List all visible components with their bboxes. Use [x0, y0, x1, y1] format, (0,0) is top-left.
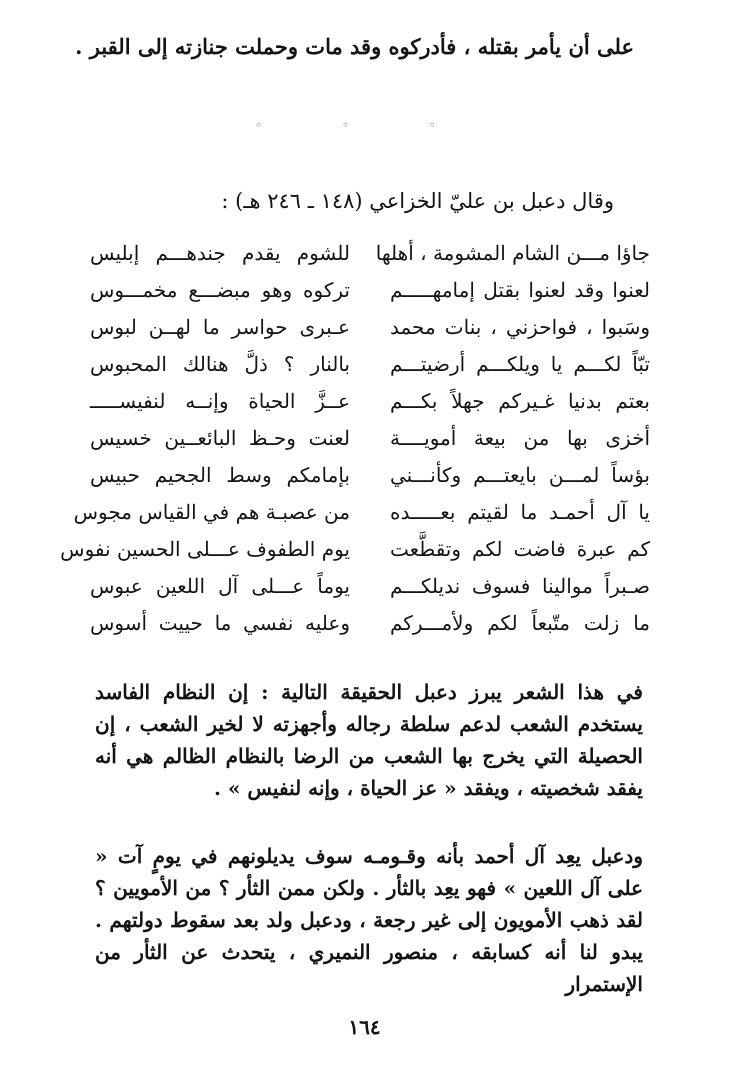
verse-second-hemistich: يوم الطفوف عـــلى الحسين نفوس — [60, 537, 350, 561]
verse-second-hemistich: بإمامكم وسط الجحيم حبيس — [90, 463, 350, 487]
poem-verse — [90, 275, 650, 305]
poem-verse — [90, 460, 650, 490]
section-ornament: ◦ ◦ ◦ — [255, 118, 474, 132]
poem-verse — [60, 534, 650, 564]
verse-first-hemistich: ما زلت متّبعاً لكم ولأمـــركم — [390, 611, 650, 635]
top-line: على أن يأمر بقتله ، فأدركوه وقد مات وحملت جنازته إلى القبر . — [75, 34, 634, 59]
verse-first-hemistich: صـبراً موالينا فسوف نديلكـــم — [390, 574, 650, 598]
verse-first-hemistich: جاؤا مـــن الشام المشومة ، أهلها — [375, 241, 650, 265]
verse-first-hemistich: وسَبوا ، فواحزني ، بنات محمد — [390, 315, 650, 339]
poem-heading: وقال دعبل بن عليّ الخزاعي (١٤٨ ـ ٢٤٦ هـ) : — [221, 189, 614, 213]
poem-verse — [73, 497, 650, 527]
verse-second-hemistich: عـبرى حواسر ما لهــن لبوس — [90, 315, 350, 339]
verse-second-hemistich: يوماً عـــلى آل اللعين عبوس — [90, 574, 350, 598]
poem-verse — [90, 571, 650, 601]
verse-first-hemistich: كم عبرة فاضت لكم وتقطَّعت — [390, 537, 650, 561]
paragraph-continuation: ودعبل يعِد آل أحمد بأنه وقـومـه سوف يديلونهم في يومٍ آت « على آل اللعين » فهو يعِد بالثأر . ولكن ممن الثأر ؟ من الأمويين ؟ لقد ذهب الأمويون إلى غير رجعة ، ودعبل ولد بعد سقوط دولتهم . يبدو لنا أنه كسابقه ، منصور النميري ، يتحدث عن الثأر من الإستمرار — [95, 844, 643, 996]
verse-first-hemistich: أخزى بها من بيعة أمويــــة — [390, 426, 650, 450]
poem-verse — [90, 423, 650, 453]
verse-first-hemistich: لعنوا وقد لعنوا بقتل إمامهـــــم — [390, 278, 650, 302]
paragraph-commentary: في هذا الشعر يبرز دعبل الحقيقة التالية : إن النظام الفاسد يستخدم الشعب لدعم سلطة رجاله وأجهزته لا لخير الشعب ، إن الحصيلة التي يخرج بها الشعب من الرضا بالنظام الظالم هي أنه يفقد شخصيته ، ويفقد « عز الحياة ، وإنه لنفيس » . — [95, 680, 643, 800]
verse-second-hemistich: بالنار ؟ ذلَّ هنالك المحبوس — [90, 352, 350, 376]
poem-verse — [90, 608, 650, 638]
verse-first-hemistich: بعتم بدنيا غـيركم جهلاً بكـــم — [390, 389, 650, 413]
verse-second-hemistich: للشوم يقدم جندهـــم إبليس — [90, 241, 350, 265]
verse-second-hemistich: عــزَّ الحياة وإنــه لنفيســـــ — [90, 389, 350, 413]
verse-second-hemistich: لعنت وحـظ البائعــين خسيس — [90, 426, 350, 450]
verse-first-hemistich: يا آل أحمـد ما لقيتم بعـــــده — [390, 500, 650, 524]
poem-verse — [90, 386, 650, 416]
verse-second-hemistich: وعليه نفسي ما حييت أسوس — [90, 611, 350, 635]
page-number: ١٦٤ — [348, 1015, 381, 1039]
poem-verse — [90, 238, 650, 268]
verse-second-hemistich: من عصبـة هم في القياس مجوس — [73, 500, 350, 524]
poem-verse — [90, 312, 650, 342]
verse-second-hemistich: تركوه وهو مبضـــع مخمـــوس — [90, 278, 350, 302]
verse-first-hemistich: بؤساً لمـــن بايعتـــم وكأنـــني — [390, 463, 650, 487]
verse-first-hemistich: تبّاً لكـــم يا ويلكـــم أرضيتـــم — [390, 352, 650, 376]
poem-verse — [90, 349, 650, 379]
